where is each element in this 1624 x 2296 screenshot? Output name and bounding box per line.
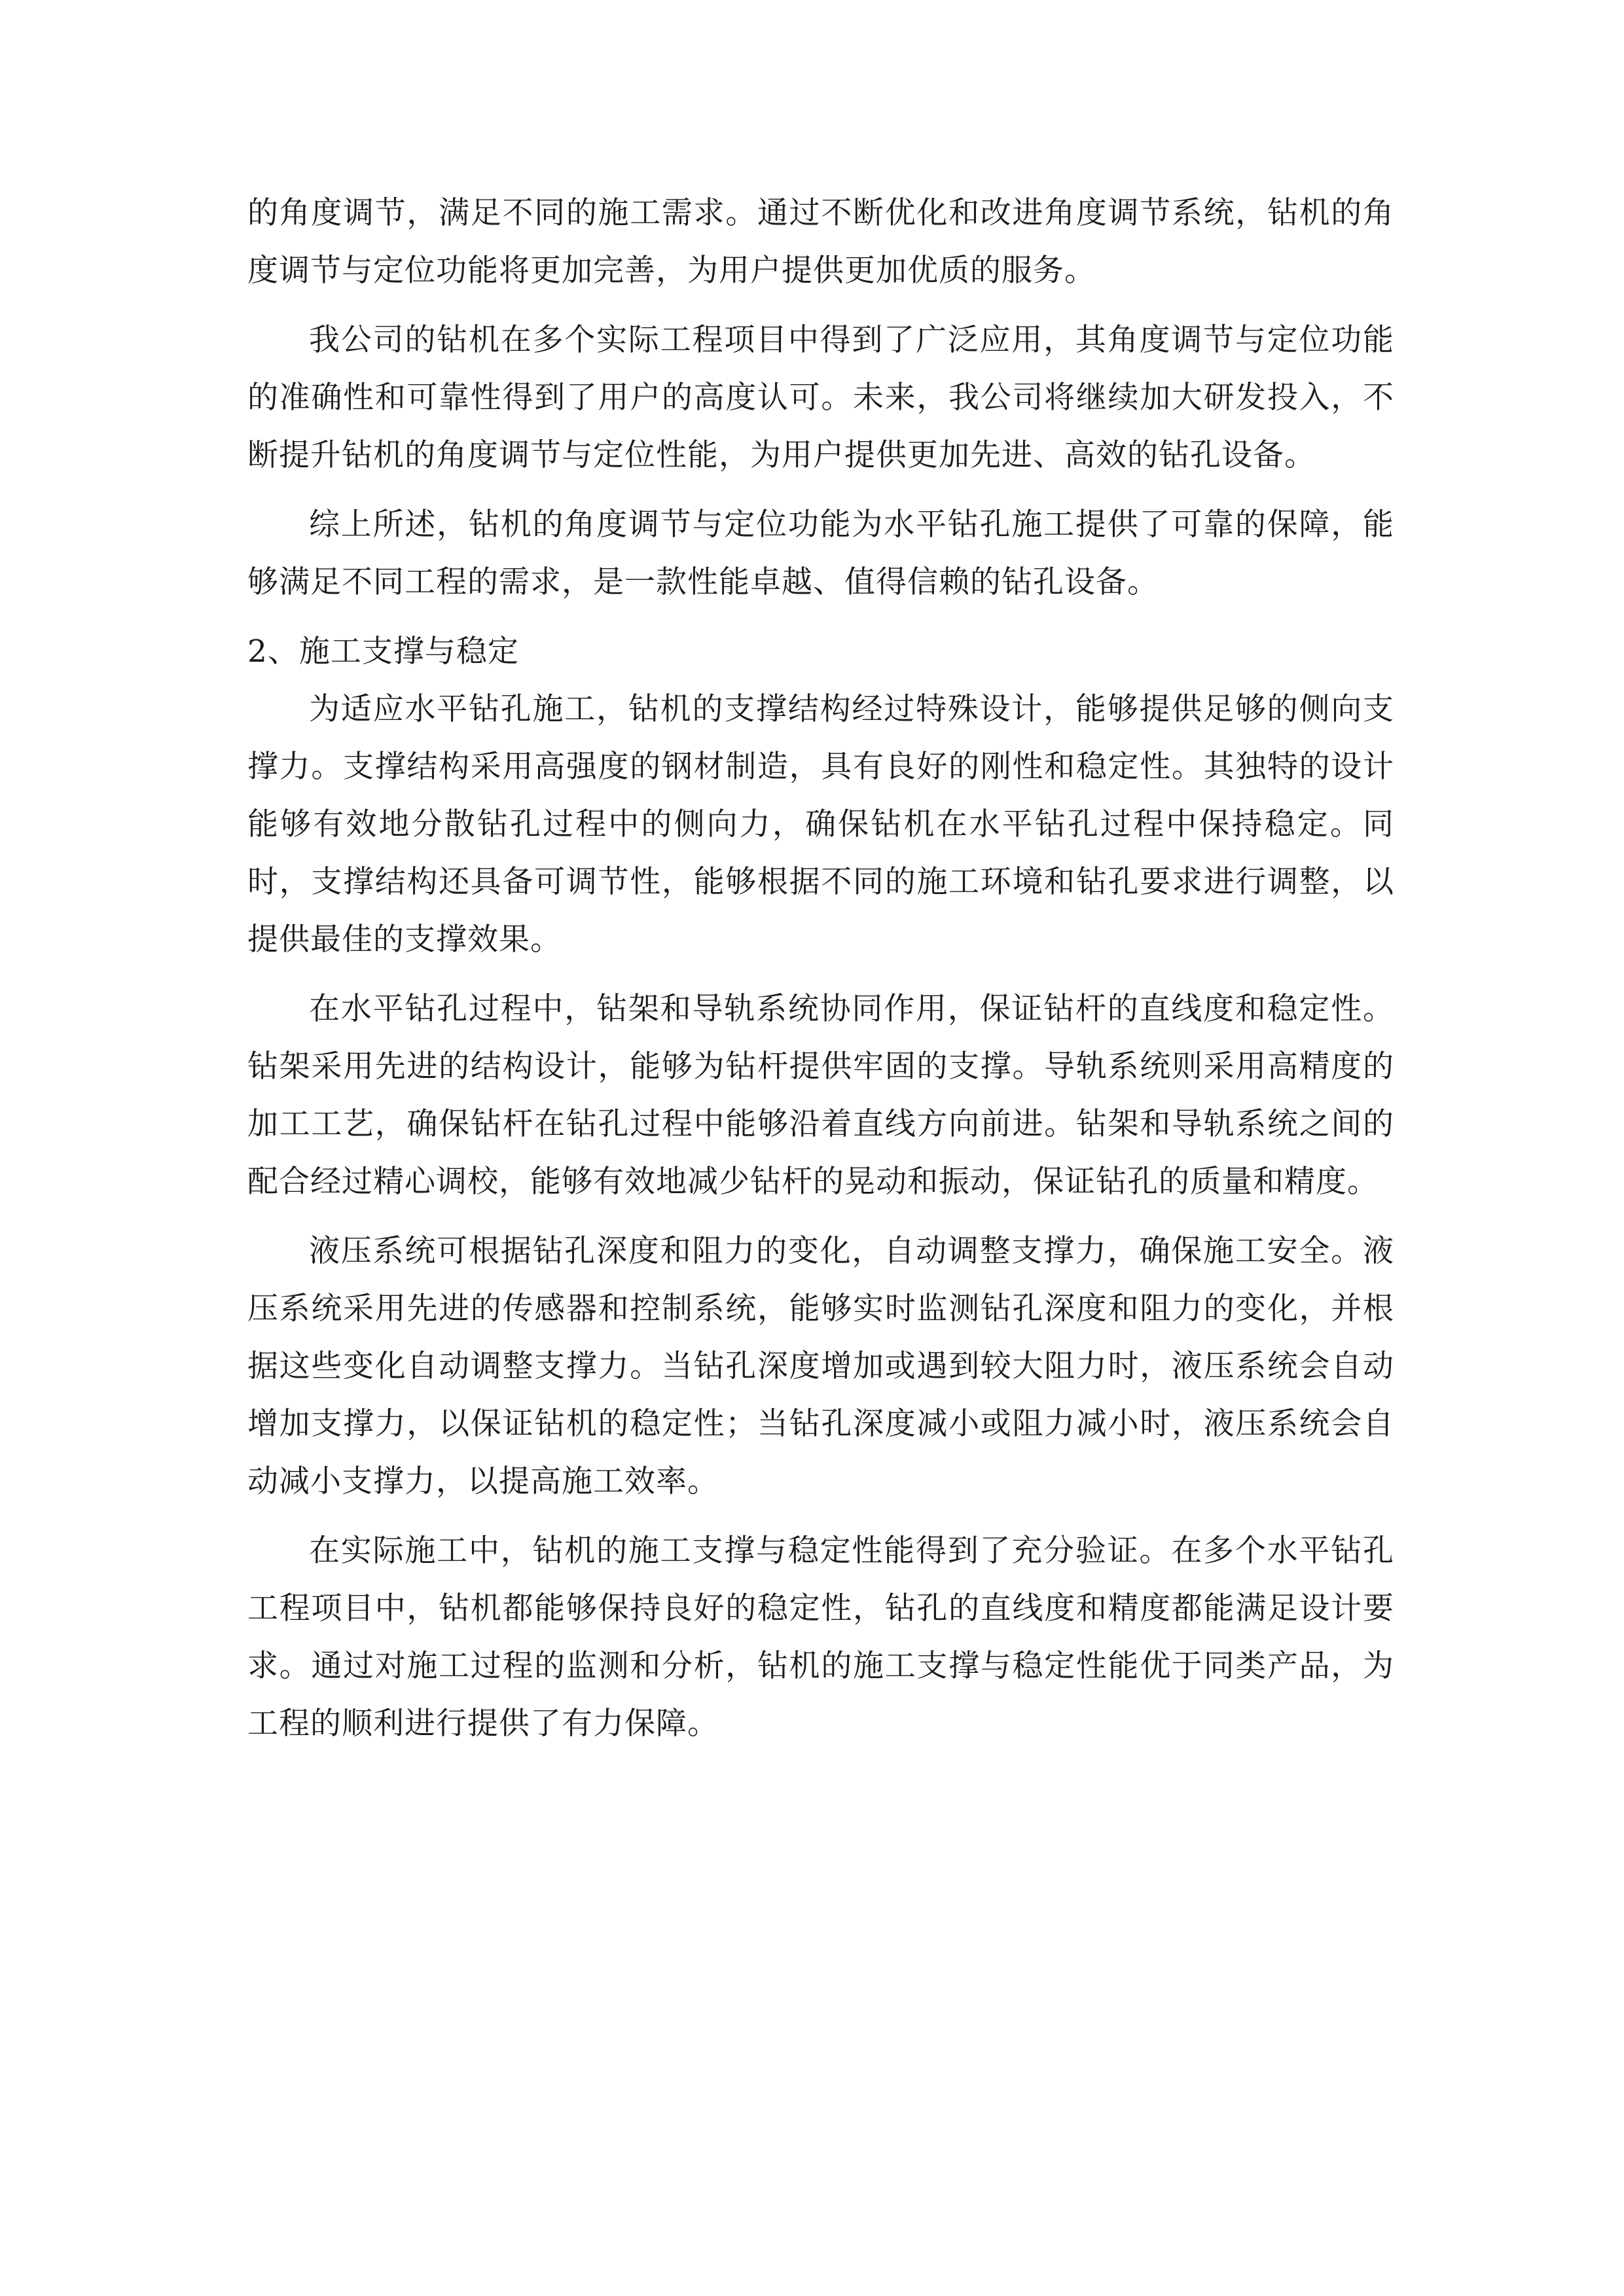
section-heading: 2、施工支撑与稳定 — [247, 634, 519, 670]
paragraph-hydraulic-system: 液压系统可根据钻孔深度和阻力的变化，自动调整支撑力，确保施工安全。液压系统采用先进的传感器和控制系统，能够实时监测钻孔深度和阻力的变化，并根据这些变化自动调整支撑力。当钻孔深度增加或遇到较大阻力时，液压系统会自动增加支撑力，以保证钻机的稳定性；当钻孔深度减小或阻力减小时，液压系统会自动减小支撑力，以提高施工效率。 — [247, 1233, 1394, 1499]
paragraph-continued: 的角度调节，满足不同的施工需求。通过不断优化和改进角度调节系统，钻机的角度调节与定位功能将更加完善，为用户提供更加优质的服务。 — [247, 195, 1394, 289]
document-body — [247, 185, 1394, 1765]
paragraph-company-application: 我公司的钻机在多个实际工程项目中得到了广泛应用，其角度调节与定位功能的准确性和可靠性得到了用户的高度认可。未来，我公司将继续加大研发投入，不断提升钻机的角度调节与定位性能，为用户提供更加先进、高效的钻孔设备。 — [247, 322, 1394, 473]
paragraph-summary: 综上所述，钻机的角度调节与定位功能为水平钻孔施工提供了可靠的保障，能够满足不同工程的需求，是一款性能卓越、值得信赖的钻孔设备。 — [247, 507, 1394, 600]
paragraph-field-verification: 在实际施工中，钻机的施工支撑与稳定性能得到了充分验证。在多个水平钻孔工程项目中，钻机都能够保持良好的稳定性，钻孔的直线度和精度都能满足设计要求。通过对施工过程的监测和分析，钻机的施工支撑与稳定性能优于同类产品，为工程的顺利进行提供了有力保障。 — [247, 1533, 1394, 1742]
paragraph-guide-rail: 在水平钻孔过程中，钻架和导轨系统协同作用，保证钻杆的直线度和稳定性。钻架采用先进的结构设计，能够为钻杆提供牢固的支撑。导轨系统则采用高精度的加工工艺，确保钻杆在钻孔过程中能够沿着直线方向前进。钻架和导轨系统之间的配合经过精心调校，能够有效地减少钻杆的晃动和振动，保证钻孔的质量和精度。 — [247, 991, 1394, 1200]
paragraph-support-structure: 为适应水平钻孔施工，钻机的支撑结构经过特殊设计，能够提供足够的侧向支撑力。支撑结构采用高强度的钢材制造，具有良好的刚性和稳定性。其独特的设计能够有效地分散钻孔过程中的侧向力，确保钻机在水平钻孔过程中保持稳定。同时，支撑结构还具备可调节性，能够根据不同的施工环境和钻孔要求进行调整，以提供最佳的支撑效果。 — [247, 691, 1394, 958]
